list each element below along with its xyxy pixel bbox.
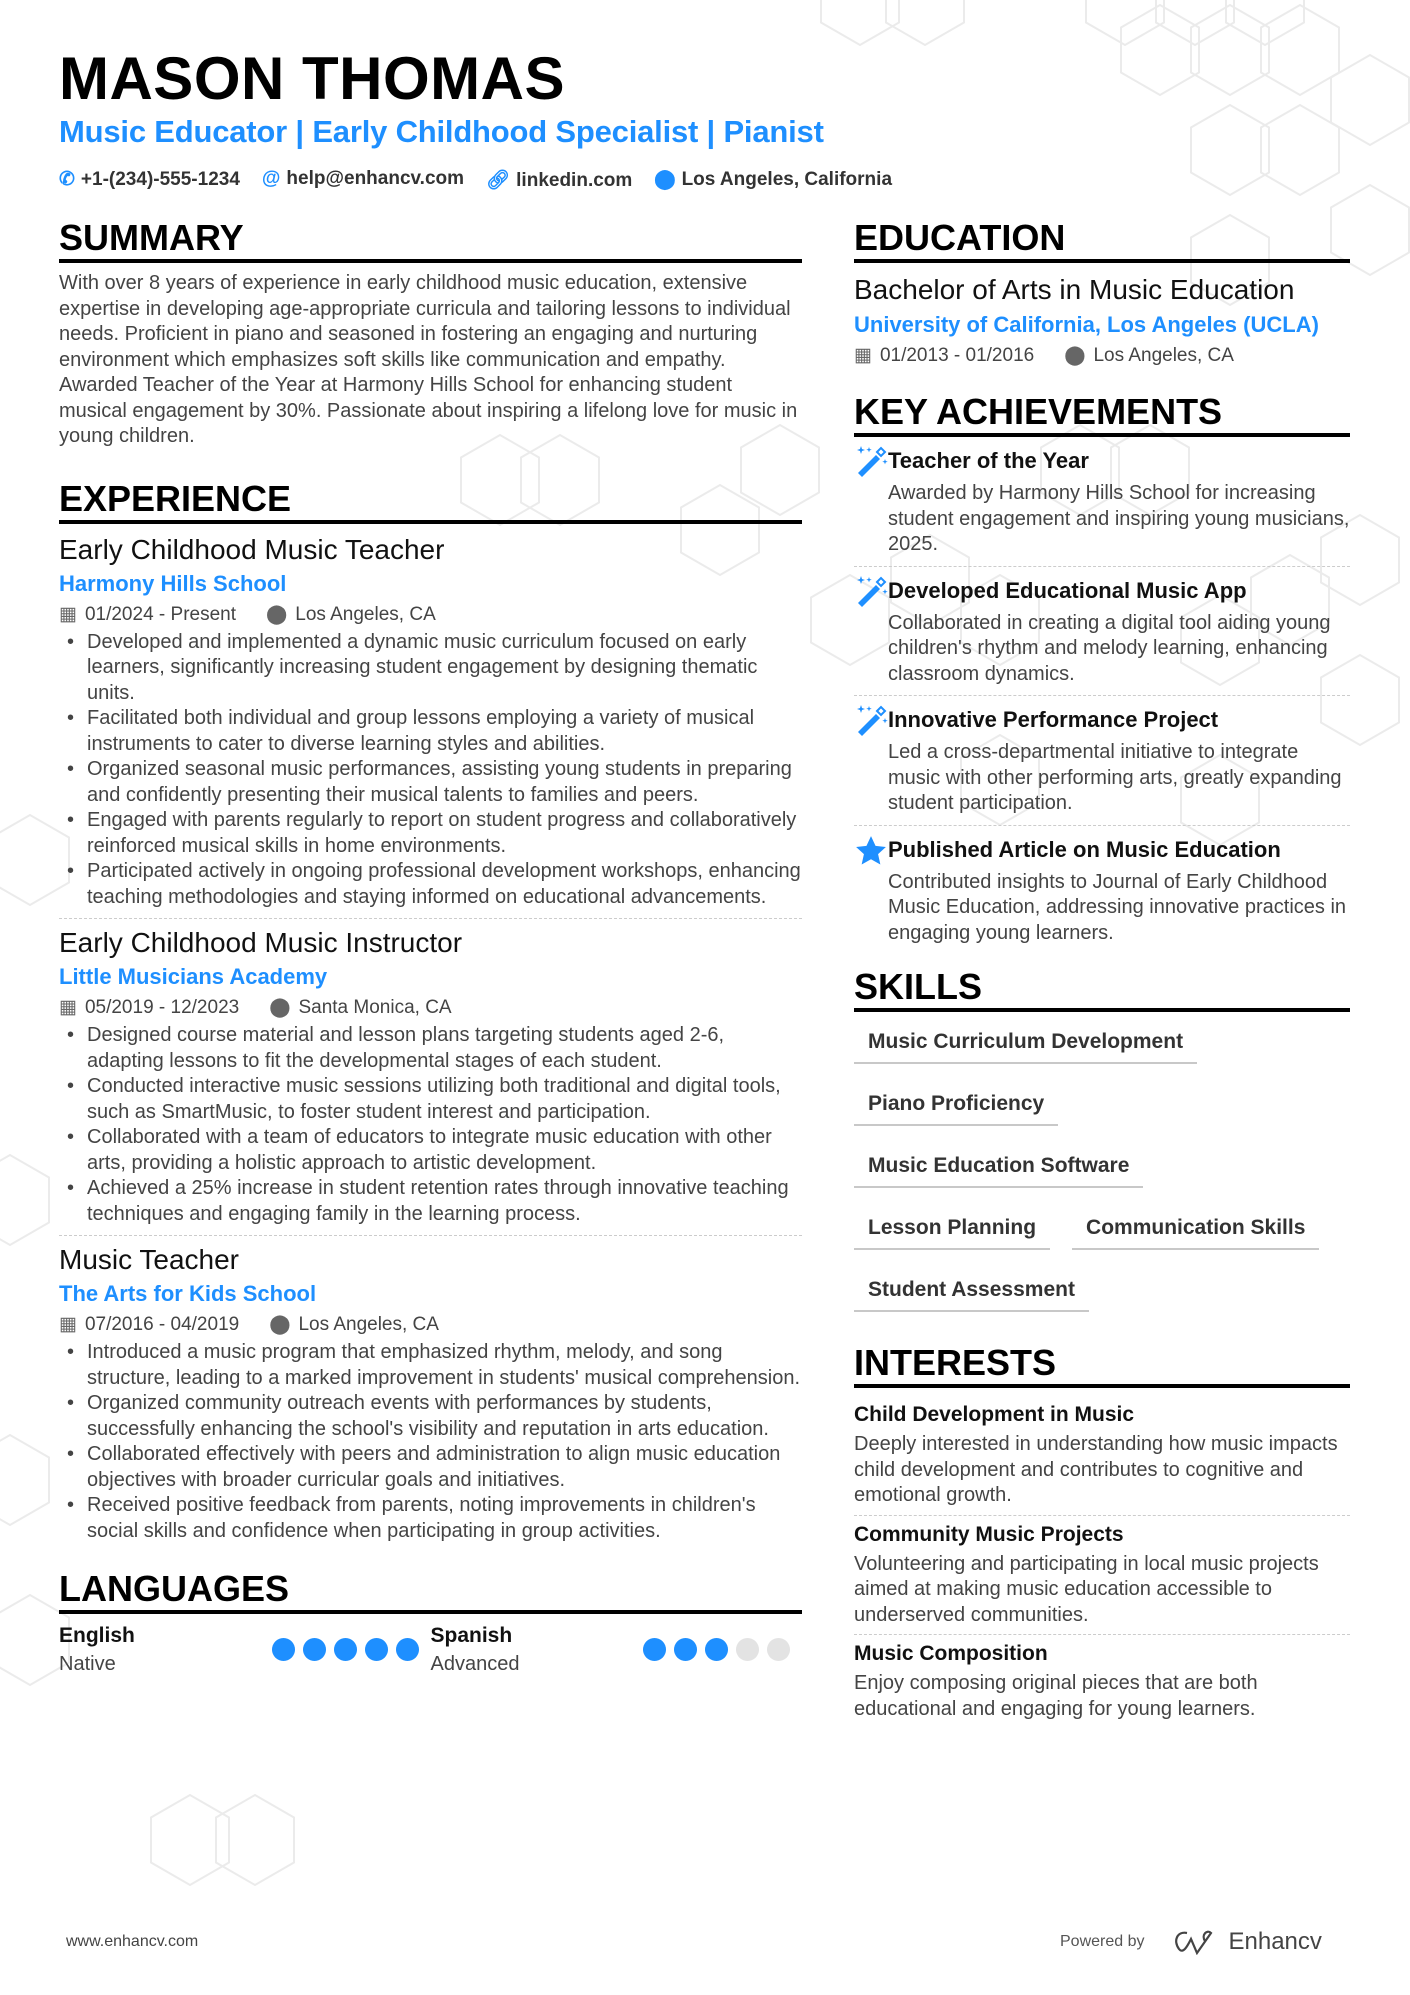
achievement-text: Contributed insights to Journal of Early Childhood Music Education, addressing innovative practices in engaging young learners. [888,870,1347,944]
footer-powered: Powered by Enhancv [1060,1928,1322,1955]
interest-title: Music Composition [854,1642,1048,1665]
hexagon-shape [1261,5,1339,95]
job-bullet: • Received positive feedback from parents, noting improvements in children's social skills and confidence when participating in group activities. [59,1493,802,1544]
achievement-title: Published Article on Music Education [888,836,1281,862]
location-icon: ⬤ [269,997,291,1018]
summary-text: With over 8 years of experience in early childhood music education, extensive expertise in developing age-appropriate curricula and tailoring lessons to individual needs. Proficient in piano and seasoned in fostering an engaging and nurturing environment which emphasizes soft skills like communication and empathy. Awarded Teacher of the Year at Harmony Hills School for enhancing student musical engagement by 30%. Passionate about inspiring a lifelong love for music in young children. [59,272,798,447]
magic-wand-icon [854,704,888,817]
phone-icon: ✆ [59,169,75,190]
section-heading: SKILLS [854,968,1350,1012]
rating-dot [643,1638,666,1661]
section-heading: EDUCATION [854,219,1350,263]
section-heading: SUMMARY [59,219,802,263]
skill-tag: Communication Skills [1072,1212,1319,1250]
language-level: Native [59,1653,116,1675]
company-name[interactable]: The Arts for Kids School [59,1281,317,1306]
achievement-item [854,826,1350,955]
achievement-text: Awarded by Harmony Hills School for increasing student engagement and inspiring young musicians, 2025. [888,482,1350,555]
location-icon: ⬤ [266,603,288,625]
education-section [854,219,1350,371]
job-bullet: • Introduced a music program that emphasized rhythm, melody, and song structure, leading to a marked improvement in students' musical comprehension. [59,1340,802,1391]
hexagon-shape [1261,105,1339,195]
interest-item [854,1635,1350,1728]
company-name[interactable]: Harmony Hills School [59,570,287,596]
job-meta: ▦ 07/2016 - 04/2019 ⬤ Los Angeles, CA [59,1314,439,1335]
skill-tag: Piano Proficiency [854,1088,1058,1126]
achievement-text: Led a cross-departmental initiative to integrate music with other performing arts, greatly expanding student participation. [888,741,1342,814]
calendar-icon: ▦ [59,1314,77,1335]
language-item [431,1622,803,1678]
school: University of California, Los Angeles (UCLA) [854,312,1319,337]
hexagon-shape [1226,0,1304,45]
job-bullet: • Achieved a 25% increase in student retention rates through innovative teaching techniques and engaging family in the learning process. [59,1176,802,1227]
skill-tag: Music Education Software [854,1150,1143,1188]
section-heading: KEY ACHIEVEMENTS [854,393,1350,437]
calendar-icon: ▦ [59,603,77,625]
achievement-title: Developed Educational Music App [888,577,1247,603]
job-bullet: • Organized community outreach events with performances by students, successfully enhancing the school's visibility and reputation in arts education. [59,1391,802,1442]
left-column [59,219,802,1678]
job-title: Early Childhood Music Instructor [59,927,463,958]
enhancv-logo-icon [1171,1929,1217,1955]
right-column [854,219,1350,1728]
language-name: Spanish [430,1624,513,1647]
rating-dot [705,1638,728,1661]
star-icon [854,834,888,947]
interest-text: Enjoy composing original pieces that are both educational and engaging for young learners. [854,1672,1258,1720]
language-rating [272,1638,419,1678]
job-entry [59,925,802,1236]
rating-dot [303,1638,326,1661]
interest-item [854,1396,1350,1516]
achievement-item [854,567,1350,697]
at-icon: @ [261,168,281,189]
achievement-item [854,437,1350,567]
hexagon-shape [1331,55,1409,145]
interest-item [854,1516,1350,1636]
hexagon-shape [1156,0,1234,45]
skills-section [854,968,1350,1312]
section-heading: INTERESTS [854,1344,1350,1388]
job-bullets [59,1023,802,1227]
job-entry [59,532,802,920]
interest-title: Community Music Projects [854,1522,1124,1546]
footer-website[interactable]: www.enhancv.com [66,1933,199,1950]
calendar-icon: ▦ [854,345,872,366]
job-meta: ▦ 05/2019 - 12/2023 ⬤ Santa Monica, CA [59,997,452,1018]
achievements-section [854,393,1350,954]
job-bullet: • Collaborated with a team of educators to integrate music education with other arts, providing a holistic approach to artistic development. [59,1125,802,1176]
candidate-name: MASON THOMAS [59,45,565,112]
skill-tag: Lesson Planning [854,1212,1050,1250]
job-bullet: • Engaged with parents regularly to report on student progress and collaboratively reinforced musical skills in home environments. [59,808,802,859]
hexagon-shape [1121,5,1199,95]
job-title: Music Teacher [59,1244,240,1275]
job-bullet: • Designed course material and lesson plans targeting students aged 2-6, adapting lessons to fit the developmental stages of each student. [59,1023,802,1074]
education-meta: ▦ 01/2013 - 01/2016 ⬤ Los Angeles, CA [854,345,1234,366]
job-bullet: • Developed and implemented a dynamic music curriculum focused on early learners, significantly increasing student engagement by designing thematic units. [59,630,802,707]
candidate-title: Music Educator | Early Childhood Specialist | Pianist [59,114,824,149]
contact-bar [59,168,892,192]
rating-dot [767,1638,790,1661]
experience-section [59,477,802,1553]
achievement-title: Teacher of the Year [888,448,1089,473]
hexagon-shape [0,1435,49,1525]
job-bullet: • Organized seasonal music performances, assisting young students in preparing and confidently presenting their musical talents to families and peers. [59,757,802,808]
contact-phone[interactable]: ✆ +1-(234)-555-1234 [59,169,240,190]
language-rating [643,1638,790,1678]
rating-dot [365,1638,388,1661]
enhancv-logo[interactable]: Enhancv [1171,1928,1322,1956]
interest-title: Child Development in Music [854,1403,1135,1426]
location-icon: ⬤ [654,169,676,190]
calendar-icon: ▦ [59,997,77,1018]
location-icon: ⬤ [269,1314,291,1335]
language-level: Advanced [430,1653,520,1675]
contact-email[interactable]: @ help@enhancv.com [261,168,465,189]
job-title: Early Childhood Music Teacher [59,533,445,565]
interest-text: Volunteering and participating in local music projects aimed at making music education accessible to underserved communities. [854,1552,1319,1626]
language-item [59,1622,431,1678]
link-icon: 🔗︎ [486,170,511,191]
languages-section [59,1570,802,1678]
job-bullet: • Facilitated both individual and group lessons employing a variety of musical instruments to cater to diverse learning styles and abilities. [59,706,802,757]
hexagon-shape [1191,105,1269,195]
job-bullets [59,630,802,911]
skill-tag: Student Assessment [854,1274,1089,1312]
contact-location: ⬤ Los Angeles, California [654,169,893,190]
job-entry [59,1242,802,1552]
hexagon-shape [151,1795,229,1885]
job-bullet: • Collaborated effectively with peers and administration to align music education objectives with broader curricular goals and initiatives. [59,1442,802,1493]
job-bullets [59,1340,802,1544]
job-bullet: • Conducted interactive music sessions utilizing both traditional and digital tools, such as SmartMusic, to foster student interest and participation. [59,1074,802,1125]
hexagon-shape [216,1795,294,1885]
magic-wand-icon [854,575,888,688]
job-bullet: • Participated actively in ongoing professional development workshops, enhancing teaching methodologies and staying informed on educational advancements. [59,859,802,910]
interests-section [854,1344,1350,1728]
language-name: English [59,1624,135,1647]
summary-section [59,219,802,450]
magic-wand-icon [854,445,888,558]
hexagon-shape [1191,5,1269,95]
rating-dot [674,1638,697,1661]
rating-dot [334,1638,357,1661]
company-name[interactable]: Little Musicians Academy [59,964,328,989]
hexagon-shape [1086,0,1164,45]
rating-dot [396,1638,419,1661]
location-icon: ⬤ [1064,345,1086,366]
degree: Bachelor of Arts in Music Education [854,274,1295,305]
section-heading: EXPERIENCE [59,480,802,524]
interest-text: Deeply interested in understanding how music impacts child development and contributes to cognitive and emotional growth. [854,1433,1338,1506]
rating-dot [736,1638,759,1661]
achievement-text: Collaborated in creating a digital tool aiding young children's rhythm and melody learning, enhancing classroom dynamics. [888,611,1331,685]
hexagon-shape [0,1155,49,1245]
job-meta: ▦ 01/2024 - Present ⬤ Los Angeles, CA [59,603,436,625]
achievement-title: Innovative Performance Project [888,707,1219,732]
rating-dot [272,1638,295,1661]
skill-tag: Music Curriculum Development [854,1026,1197,1064]
section-heading: LANGUAGES [59,1570,802,1614]
achievement-item [854,696,1350,826]
contact-linkedin[interactable]: 🔗︎ linkedin.com [486,170,633,191]
